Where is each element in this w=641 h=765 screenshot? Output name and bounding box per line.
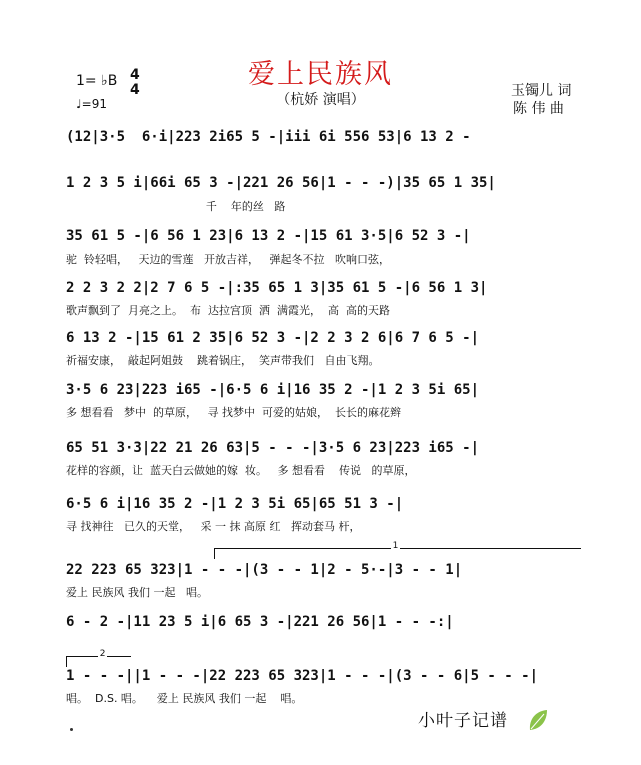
score-line-1: (12|3·5 6·i|223 2i65 5 -|iii 6i 556 53|6 13 2 - xyxy=(66,129,471,145)
score-line-4: 2 2 3 2 2|2 7 6 5 -|:35 65 1 3|35 61 5 -|6 56 1 3| xyxy=(66,280,488,296)
score-line-7: 65 51 3·3|22 21 26 63|5 - - -|3·5 6 23|223 i65 -| xyxy=(66,440,480,456)
key-signature: 1= ♭B xyxy=(76,73,118,89)
score-line-5: 6 13 2 -|15 61 2 35|6 52 3 -|2 2 3 2 6|6 7 6 5 -| xyxy=(66,330,480,346)
score-line-3: 35 61 5 -|6 56 1 23|6 13 2 -|15 61 3·5|6 52 3 -| xyxy=(66,228,471,244)
volta-first-ending: 1 xyxy=(214,548,581,559)
lyric-line-9: 爱上 民族风 我们 一起 唱。 xyxy=(66,586,208,599)
score-line-10: 6 - 2 -|11 23 5 i|6 65 3 -|221 26 56|1 - - -:| xyxy=(66,614,454,630)
lyric-line-8: 寻 找神往 已久的天堂， 采 一 抹 高原 红 挥动套马 杆， xyxy=(66,520,361,533)
lyric-line-6: 多 想看看 梦中 的草原， 寻 找梦中 可爱的姑娘， 长长的麻花辫 xyxy=(66,406,401,419)
composer-credit: 陈 伟 曲 xyxy=(513,101,564,117)
lyric-line-2: 千 年的丝 路 xyxy=(66,200,286,213)
lyric-line-7: 花样的容颜，让 蓝天白云做她的嫁 妆。 多 想看看 传说 的草原， xyxy=(66,464,416,477)
leaf-icon xyxy=(527,708,549,732)
lyric-line-4: 歌声飘到了 月亮之上。 布 达拉宫顶 洒 满霞光， 高 高的天路 xyxy=(66,304,390,317)
corner-dot xyxy=(70,728,73,731)
time-signature-top: 4 xyxy=(130,67,140,83)
score-line-2: 1 2 3 5 i|66i 65 3 -|221 26 56|1 - - -)|35 65 1 35| xyxy=(66,175,496,191)
score-line-9: 22 223 65 323|1 - - -|(3 - - 1|2 - 5·-|3 - - 1| xyxy=(66,562,463,578)
score-line-6: 3·5 6 23|223 i65 -|6·5 6 i|16 35 2 -|1 2 3 5i 65| xyxy=(66,382,480,398)
volta-second-ending: 2 xyxy=(66,656,131,667)
lyric-line-3: 驼 铃轻唱， 天边的雪莲 开放吉祥， 弹起冬不拉 吹响口弦， xyxy=(66,253,390,266)
lyric-line-11: 唱。 D.S. 唱。 爱上 民族风 我们 一起 唱。 xyxy=(66,692,303,705)
tempo-marking: ♩=91 xyxy=(76,97,107,111)
time-signature-bottom: 4 xyxy=(130,82,140,98)
lyricist-credit: 玉镯儿 词 xyxy=(511,83,572,99)
transcriber-credit: 小叶子记谱 xyxy=(418,711,508,731)
song-title: 爱上民族风 xyxy=(248,59,393,90)
score-line-8: 6·5 6 i|16 35 2 -|1 2 3 5i 65|65 51 3 -| xyxy=(66,496,404,512)
score-line-11: 1 - - -||1 - - -|22 223 65 323|1 - - -|(3 - - 6|5 - - -| xyxy=(66,668,539,684)
lyric-line-5: 祈福安康， 敲起阿姐鼓 跳着锅庄， 笑声带我们 自由飞翔。 xyxy=(66,354,380,367)
performer-subtitle: （杭娇 演唱） xyxy=(276,92,365,108)
